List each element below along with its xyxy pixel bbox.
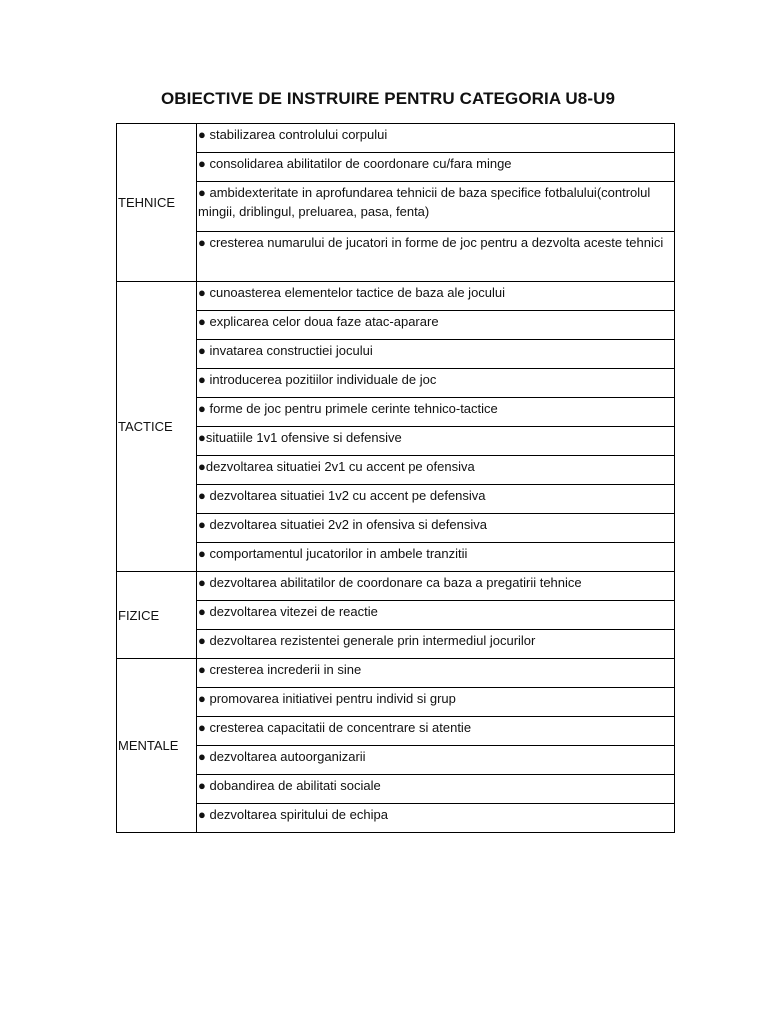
table-row bbox=[117, 182, 675, 232]
table-row bbox=[117, 688, 675, 717]
objective-item: ● invatarea constructiei jocului bbox=[197, 340, 675, 369]
objective-item: ● dezvoltarea spiritului de echipa bbox=[197, 804, 675, 833]
category-label-tehnice: TEHNICE bbox=[117, 124, 197, 282]
objective-item: ● dezvoltarea situatiei 1v2 cu accent pe defensiva bbox=[197, 485, 675, 514]
table-row bbox=[117, 311, 675, 340]
table-row bbox=[117, 717, 675, 746]
table-row bbox=[117, 485, 675, 514]
objective-item: ● dezvoltarea autoorganizarii bbox=[197, 746, 675, 775]
category-label-tactice: TACTICE bbox=[117, 282, 197, 572]
objective-item: ● dobandirea de abilitati sociale bbox=[197, 775, 675, 804]
objective-item: ● cresterea numarului de jucatori in forme de joc pentru a dezvolta aceste tehnici bbox=[197, 232, 675, 282]
objective-item: ● forme de joc pentru primele cerinte tehnico-tactice bbox=[197, 398, 675, 427]
table-row bbox=[117, 427, 675, 456]
table-row bbox=[117, 630, 675, 659]
objective-item: ● consolidarea abilitatilor de coordonare cu/fara minge bbox=[197, 153, 675, 182]
objective-item: ● explicarea celor doua faze atac-aparare bbox=[197, 311, 675, 340]
table-row bbox=[117, 746, 675, 775]
objective-item: ● ambidexteritate in aprofundarea tehnicii de baza specifice fotbalului(controlul mingii, driblingul, preluarea, pasa, fenta) bbox=[197, 182, 675, 232]
objective-item: ●dezvoltarea situatiei 2v1 cu accent pe ofensiva bbox=[197, 456, 675, 485]
table-row bbox=[117, 775, 675, 804]
category-label-fizice: FIZICE bbox=[117, 572, 197, 659]
table-row bbox=[117, 153, 675, 182]
objective-item: ● dezvoltarea situatiei 2v2 in ofensiva si defensiva bbox=[197, 514, 675, 543]
objective-item: ● cunoasterea elementelor tactice de baza ale jocului bbox=[197, 282, 675, 311]
objective-item: ● dezvoltarea abilitatilor de coordonare ca baza a pregatirii tehnice bbox=[197, 572, 675, 601]
objective-item: ● dezvoltarea vitezei de reactie bbox=[197, 601, 675, 630]
table-row bbox=[117, 398, 675, 427]
table-row bbox=[117, 369, 675, 398]
objective-item: ●situatiile 1v1 ofensive si defensive bbox=[197, 427, 675, 456]
table-row bbox=[117, 543, 675, 572]
objective-item: ● promovarea initiativei pentru individ si grup bbox=[197, 688, 675, 717]
table-row bbox=[117, 659, 675, 688]
page-title: OBIECTIVE DE INSTRUIRE PENTRU CATEGORIA U8-U9 bbox=[160, 89, 616, 108]
objective-item: ● introducerea pozitiilor individuale de joc bbox=[197, 369, 675, 398]
table-row bbox=[117, 804, 675, 833]
objective-item: ● dezvoltarea rezistentei generale prin intermediul jocurilor bbox=[197, 630, 675, 659]
table-row bbox=[117, 232, 675, 282]
table-row bbox=[117, 572, 675, 601]
table-row bbox=[117, 601, 675, 630]
table-row bbox=[117, 514, 675, 543]
objective-item: ● stabilizarea controlului corpului bbox=[197, 124, 675, 153]
objective-item: ● cresterea increderii in sine bbox=[197, 659, 675, 688]
table-row bbox=[117, 340, 675, 369]
table-row bbox=[117, 124, 675, 153]
objective-item: ● comportamentul jucatorilor in ambele tranzitii bbox=[197, 543, 675, 572]
category-label-mentale: MENTALE bbox=[117, 659, 197, 833]
table-row bbox=[117, 456, 675, 485]
objectives-table bbox=[116, 123, 675, 833]
table-row bbox=[117, 282, 675, 311]
objective-item: ● cresterea capacitatii de concentrare si atentie bbox=[197, 717, 675, 746]
